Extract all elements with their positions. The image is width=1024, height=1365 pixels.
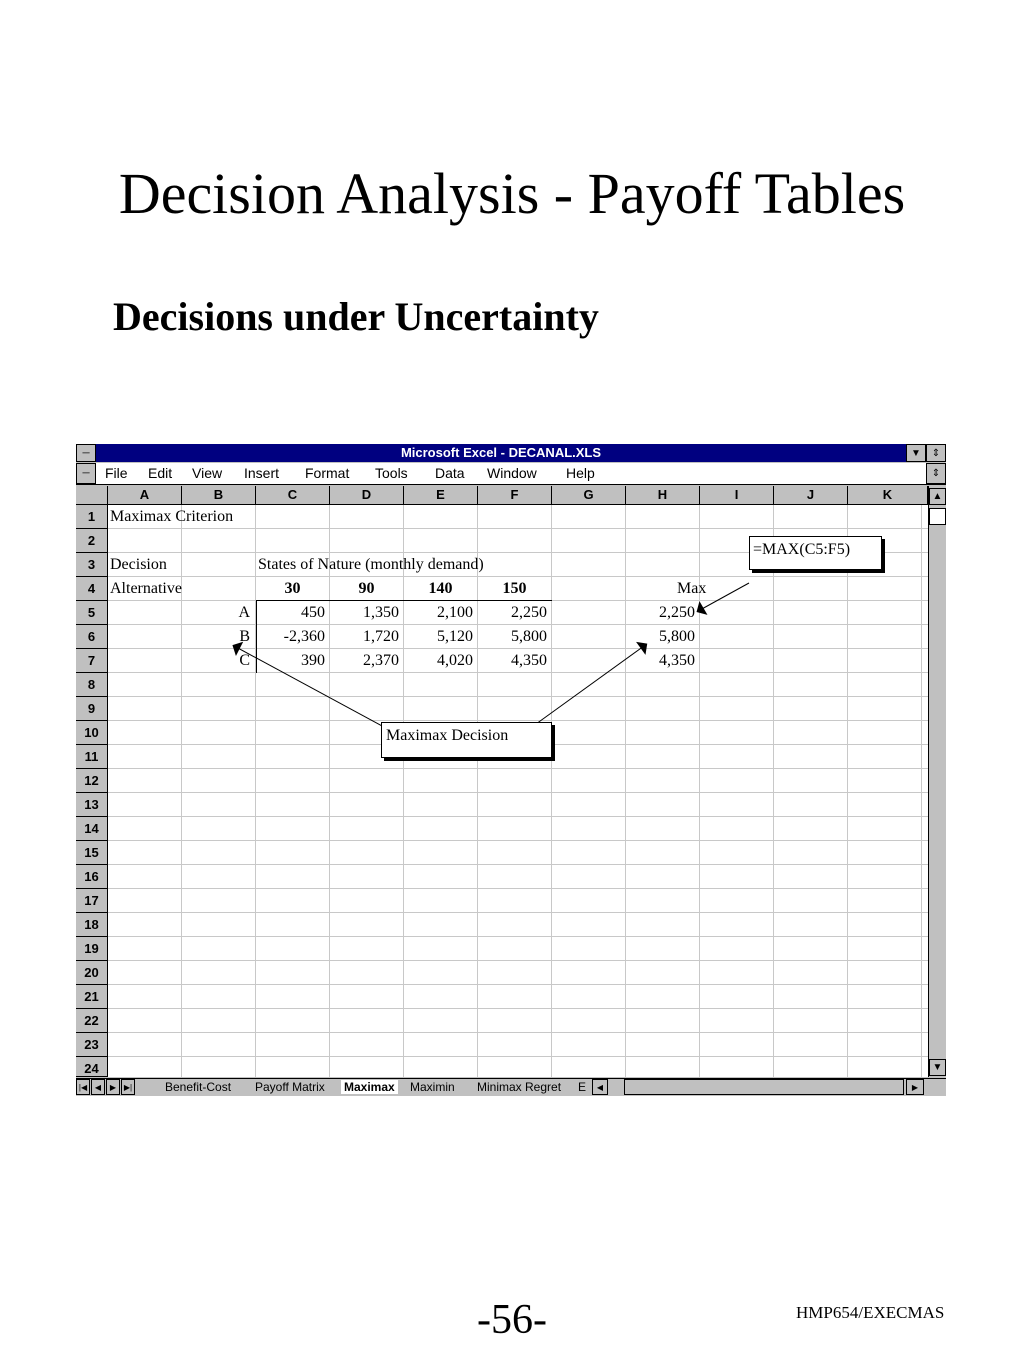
decision-callout bbox=[381, 722, 552, 758]
document-control-icon[interactable]: ─ bbox=[76, 463, 96, 484]
sheet-tab-maximax[interactable]: Maximax bbox=[341, 1080, 398, 1094]
slide-subtitle: Decisions under Uncertainty bbox=[113, 294, 599, 339]
scroll-thumb[interactable] bbox=[929, 508, 946, 525]
max-cell: 4,350 bbox=[659, 652, 695, 669]
column-header-b[interactable]: B bbox=[182, 486, 256, 505]
row-header[interactable]: 19 bbox=[76, 937, 108, 961]
row-header[interactable]: 11 bbox=[76, 745, 108, 769]
alternative-label: Alternative bbox=[110, 580, 182, 597]
row-header[interactable]: 10 bbox=[76, 721, 108, 745]
payoff-cell: 2,250 bbox=[511, 604, 547, 621]
payoff-cell: 1,350 bbox=[363, 604, 399, 621]
payoff-cell: 5,120 bbox=[437, 628, 473, 645]
control-menu-icon[interactable]: ─ bbox=[76, 444, 96, 462]
max-cell: 2,250 bbox=[659, 604, 695, 621]
row-header[interactable]: 22 bbox=[76, 1009, 108, 1033]
alternative-name: A bbox=[238, 604, 250, 621]
column-header-c[interactable]: C bbox=[256, 486, 330, 505]
horizontal-scrollbar[interactable] bbox=[624, 1079, 904, 1095]
column-header-h[interactable]: H bbox=[626, 486, 700, 505]
next-sheet-icon[interactable]: ▶ bbox=[106, 1079, 120, 1095]
prev-sheet-icon[interactable]: ◀ bbox=[91, 1079, 105, 1095]
max-label: Max bbox=[677, 580, 707, 597]
page-number: -56- bbox=[477, 1297, 547, 1343]
row-header[interactable]: 15 bbox=[76, 841, 108, 865]
row-header[interactable]: 3 bbox=[76, 553, 108, 577]
row-header[interactable]: 1 bbox=[76, 505, 108, 529]
sheet-tab-minimax-regret[interactable]: Minimax Regret bbox=[477, 1080, 562, 1094]
demand-level: 90 bbox=[358, 580, 375, 597]
last-sheet-icon[interactable]: ▶| bbox=[121, 1079, 135, 1095]
sheet-tab-e[interactable]: E bbox=[578, 1080, 587, 1094]
row-header[interactable]: 23 bbox=[76, 1033, 108, 1057]
scroll-down-icon[interactable]: ▼ bbox=[929, 1059, 946, 1076]
minimize-icon[interactable]: ▼ bbox=[906, 444, 926, 462]
row-header[interactable]: 21 bbox=[76, 985, 108, 1009]
menu-format[interactable]: Format bbox=[305, 465, 350, 481]
column-header-f[interactable]: F bbox=[478, 486, 552, 505]
row-header[interactable]: 24 bbox=[76, 1057, 108, 1077]
demand-level: 140 bbox=[428, 580, 453, 597]
row-header[interactable]: 13 bbox=[76, 793, 108, 817]
menu-tools[interactable]: Tools bbox=[375, 465, 408, 481]
arrow-line bbox=[700, 583, 749, 610]
payoff-cell: 4,020 bbox=[437, 652, 473, 669]
sheet-tab-maximin[interactable]: Maximin bbox=[410, 1080, 455, 1094]
row-header[interactable]: 6 bbox=[76, 625, 108, 649]
menu-edit[interactable]: Edit bbox=[148, 465, 173, 481]
menu-insert[interactable]: Insert bbox=[244, 465, 280, 481]
payoff-cell: 5,800 bbox=[511, 628, 547, 645]
formula-callout bbox=[749, 536, 882, 570]
row-header[interactable]: 2 bbox=[76, 529, 108, 553]
scroll-left-icon[interactable]: ◀ bbox=[592, 1079, 608, 1095]
select-all-corner[interactable] bbox=[76, 486, 108, 505]
scroll-up-icon[interactable]: ▲ bbox=[929, 488, 946, 505]
window-title: Microsoft Excel - DECANAL.XLS bbox=[96, 444, 906, 462]
menu-data[interactable]: Data bbox=[435, 465, 465, 481]
column-header-d[interactable]: D bbox=[330, 486, 404, 505]
row-header[interactable]: 14 bbox=[76, 817, 108, 841]
row-header[interactable]: 16 bbox=[76, 865, 108, 889]
payoff-cell: -2,360 bbox=[283, 628, 325, 645]
column-header-g[interactable]: G bbox=[552, 486, 626, 505]
demand-level: 30 bbox=[284, 580, 301, 597]
sheet-tab-benefit-cost[interactable]: Benefit-Cost bbox=[165, 1080, 232, 1094]
scroll-right-icon[interactable]: ▶ bbox=[906, 1079, 924, 1095]
sheet-tab-payoff-matrix[interactable]: Payoff Matrix bbox=[255, 1080, 325, 1094]
decision-callout-text: Maximax Decision bbox=[386, 727, 509, 744]
row-header[interactable]: 17 bbox=[76, 889, 108, 913]
menu-view[interactable]: View bbox=[192, 465, 223, 481]
states-label: States of Nature (monthly demand) bbox=[258, 556, 484, 573]
column-header-i[interactable]: I bbox=[700, 486, 774, 505]
excel-window bbox=[76, 444, 946, 1096]
row-header[interactable]: 18 bbox=[76, 913, 108, 937]
document-restore-icon[interactable]: ⇕ bbox=[926, 463, 946, 484]
row-header[interactable]: 4 bbox=[76, 577, 108, 601]
arrow-line bbox=[236, 647, 384, 727]
row-header[interactable]: 20 bbox=[76, 961, 108, 985]
course-code: HMP654/EXECMAS bbox=[796, 1303, 945, 1322]
demand-level: 150 bbox=[502, 580, 527, 597]
menu-file[interactable]: File bbox=[105, 465, 128, 481]
payoff-cell: 2,100 bbox=[437, 604, 473, 621]
alternative-name: C bbox=[239, 652, 250, 669]
alternative-name: B bbox=[239, 628, 250, 645]
restore-icon[interactable]: ⇕ bbox=[926, 444, 946, 462]
cell-grid[interactable] bbox=[108, 505, 928, 1077]
payoff-cell: 390 bbox=[301, 652, 325, 669]
slide-title: Decision Analysis - Payoff Tables bbox=[118, 161, 906, 226]
payoff-cell: 450 bbox=[301, 604, 325, 621]
column-header-k[interactable]: K bbox=[848, 486, 928, 505]
row-header[interactable]: 12 bbox=[76, 769, 108, 793]
menu-bar bbox=[76, 463, 946, 485]
row-header[interactable]: 9 bbox=[76, 697, 108, 721]
first-sheet-icon[interactable]: |◀ bbox=[76, 1079, 90, 1095]
row-header[interactable]: 5 bbox=[76, 601, 108, 625]
payoff-cell: 2,370 bbox=[363, 652, 399, 669]
decision-label: Decision bbox=[110, 556, 167, 573]
sheet-tab-bar bbox=[76, 1078, 946, 1096]
max-cell: 5,800 bbox=[659, 628, 695, 645]
column-header-e[interactable]: E bbox=[404, 486, 478, 505]
sheet-heading: Maximax Criterion bbox=[110, 508, 234, 525]
row-header[interactable]: 8 bbox=[76, 673, 108, 697]
payoff-cell: 4,350 bbox=[511, 652, 547, 669]
payoff-cell: 1,720 bbox=[363, 628, 399, 645]
menu-window[interactable]: Window bbox=[487, 465, 537, 481]
menu-help[interactable]: Help bbox=[566, 465, 595, 481]
row-header[interactable]: 7 bbox=[76, 649, 108, 673]
callout-arrows bbox=[108, 505, 928, 1077]
formula-callout-text: =MAX(C5:F5) bbox=[753, 541, 851, 558]
vertical-scrollbar[interactable] bbox=[928, 486, 946, 1077]
arrow-line bbox=[536, 646, 644, 724]
column-header-a[interactable]: A bbox=[108, 486, 182, 505]
column-header-j[interactable]: J bbox=[774, 486, 848, 505]
